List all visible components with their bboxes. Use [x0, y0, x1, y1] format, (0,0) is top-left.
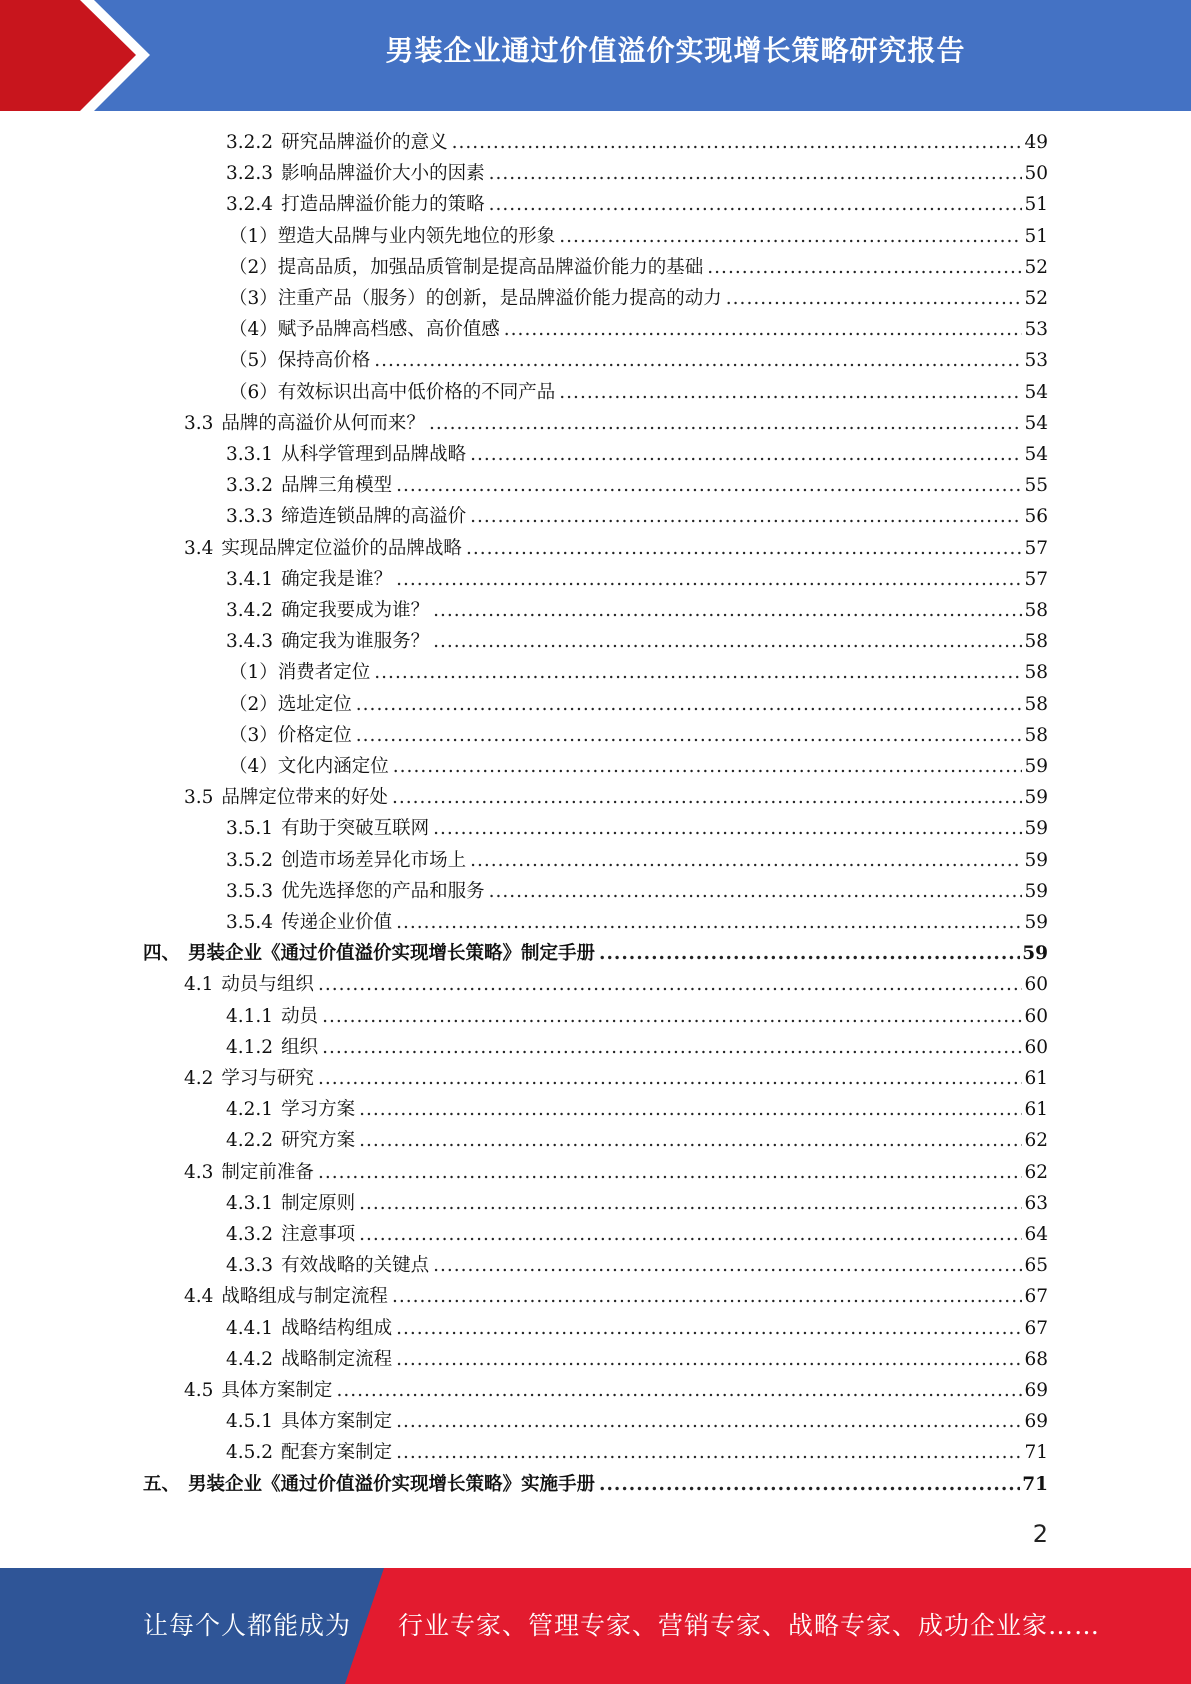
- toc-entry-page: 54: [1024, 444, 1048, 465]
- toc-entry-page: 59: [1022, 943, 1048, 965]
- toc-entry-number: 3.4: [184, 537, 214, 559]
- toc-entry[interactable]: [184, 1157, 1048, 1188]
- toc-entry-page: 59: [1024, 787, 1048, 809]
- toc-entry-number: 4.1.2: [226, 1036, 274, 1058]
- toc-entry-title: 研究品牌溢价的意义: [281, 132, 448, 153]
- toc-entry-number: 3.3.1: [226, 444, 274, 465]
- toc-entry-number: 4.1: [184, 974, 214, 996]
- toc-entry-number: （1）: [229, 662, 278, 684]
- toc-entry-page: 49: [1024, 132, 1048, 153]
- toc-entry[interactable]: [226, 813, 1048, 844]
- toc-entry[interactable]: [226, 1219, 1048, 1250]
- toc-dot-leader: [318, 1063, 1023, 1094]
- document-title: 男装企业通过价值溢价实现增长策略研究报告: [385, 34, 966, 67]
- toc-entry-title: 确定我为谁服务？: [281, 631, 430, 653]
- toc-entry-title: 动员与组织: [221, 974, 314, 996]
- toc-entry-page: 65: [1024, 1255, 1048, 1277]
- toc-entry-page: 58: [1024, 693, 1048, 715]
- toc-entry-title: 注意事项: [281, 1224, 356, 1245]
- toc-entry-title: 优先选择您的产品和服务: [281, 880, 485, 902]
- toc-dot-leader: [322, 1001, 1022, 1032]
- toc-dot-leader: [318, 1157, 1023, 1188]
- toc-entry[interactable]: [226, 595, 1048, 626]
- toc-dot-leader: [356, 720, 1023, 751]
- toc-entry[interactable]: [229, 720, 1048, 751]
- toc-entry[interactable]: [226, 158, 1048, 189]
- toc-entry[interactable]: [184, 782, 1048, 813]
- toc-entry-title: 创造市场差异化市场上: [281, 849, 467, 871]
- toc-entry-title: 学习方案: [281, 1099, 356, 1121]
- toc-entry[interactable]: [226, 501, 1048, 532]
- toc-entry-page: 60: [1024, 1036, 1048, 1058]
- toc-entry-number: 3.5: [184, 787, 214, 809]
- toc-entry-page: 61: [1024, 1099, 1048, 1121]
- toc-dot-leader: [396, 1437, 1022, 1468]
- toc-entry[interactable]: [229, 221, 1048, 252]
- toc-entry-title: 战略结构组成: [281, 1317, 393, 1339]
- toc-dot-leader: [470, 501, 1022, 532]
- toc-dot-leader: [489, 158, 1023, 189]
- toc-entry[interactable]: [226, 1001, 1048, 1032]
- toc-entry-title: 具体方案制定: [281, 1411, 393, 1433]
- toc-entry[interactable]: [229, 252, 1048, 283]
- toc-entry-title: 确定我是谁？: [281, 568, 393, 590]
- toc-entry-page: 52: [1024, 288, 1048, 309]
- toc-entry-page: 54: [1024, 412, 1048, 434]
- toc-entry-title: 选址定位: [277, 693, 352, 715]
- toc-entry-page: 62: [1024, 1161, 1048, 1183]
- toc-entry-page: 52: [1024, 256, 1048, 278]
- toc-entry-number: （2）: [229, 693, 278, 715]
- toc-entry-number: 4.5: [184, 1380, 214, 1401]
- toc-entry[interactable]: [226, 845, 1048, 876]
- toc-dot-leader: [726, 283, 1023, 314]
- toc-entry-number: 3.5.3: [226, 880, 274, 902]
- toc-entry[interactable]: [226, 1125, 1048, 1156]
- toc-entry[interactable]: [226, 564, 1048, 595]
- toc-entry-number: （4）: [229, 756, 278, 777]
- toc-entry[interactable]: [226, 1094, 1048, 1125]
- toc-entry[interactable]: [226, 626, 1048, 657]
- toc-entry-number: 3.2.2: [226, 132, 274, 153]
- toc-entry-number: 4.3.1: [226, 1192, 274, 1214]
- toc-entry[interactable]: [226, 1406, 1048, 1437]
- toc-entry-number: （3）: [229, 724, 278, 746]
- toc-entry-title: 影响品牌溢价大小的因素: [281, 163, 485, 185]
- toc-entry-page: 59: [1024, 756, 1048, 777]
- toc-entry[interactable]: [226, 1188, 1048, 1219]
- toc-entry-page: 51: [1024, 225, 1048, 247]
- page-number: 2: [1032, 1520, 1048, 1548]
- toc-entry[interactable]: [184, 533, 1048, 564]
- toc-entry-number: 4.3.2: [226, 1224, 274, 1245]
- toc-entry-number: 3.3.2: [226, 475, 274, 497]
- toc-entry-title: 品牌定位带来的好处: [221, 787, 388, 809]
- toc-dot-leader: [396, 907, 1022, 938]
- toc-entry-title: 男装企业《通过价值溢价实现增长策略》实施手册: [188, 1473, 596, 1495]
- toc-entry-page: 58: [1024, 600, 1048, 621]
- toc-entry-page: 59: [1024, 912, 1048, 933]
- toc-entry-number: 4.5.2: [226, 1442, 274, 1464]
- toc-entry-title: 品牌的高溢价从何而来？: [221, 412, 425, 434]
- toc-entry-number: 3.5.2: [226, 849, 274, 871]
- toc-dot-leader: [396, 1406, 1022, 1437]
- toc-entry-title: 从科学管理到品牌战略: [281, 444, 467, 465]
- toc-entry-number: 3.4.2: [226, 600, 274, 621]
- toc-entry-number: 3.4.3: [226, 631, 274, 653]
- toc-entry-title: 文化内涵定位: [277, 756, 389, 777]
- toc-entry-page: 53: [1024, 319, 1048, 341]
- toc-dot-leader: [374, 345, 1022, 376]
- toc-dot-leader: [374, 657, 1022, 688]
- toc-dot-leader: [466, 533, 1023, 564]
- toc-entry[interactable]: [226, 907, 1048, 938]
- toc-entry-number: 4.2.1: [226, 1099, 274, 1121]
- toc-entry-number: 4.1.1: [226, 1005, 274, 1027]
- toc-entry-number: （3）: [229, 288, 278, 309]
- toc-entry-title: 提高品质，加强品质管制是提高品牌溢价能力的基础: [277, 256, 704, 278]
- toc-entry-number: 3.5.1: [226, 818, 274, 840]
- toc-entry-title: 配套方案制定: [281, 1442, 393, 1464]
- toc-dot-leader: [318, 969, 1023, 1000]
- toc-entry-title: 缔造连锁品牌的高溢价: [281, 506, 467, 528]
- toc-entry-title: 动员: [281, 1005, 319, 1027]
- toc-entry[interactable]: [226, 1344, 1048, 1375]
- toc-dot-leader: [393, 751, 1023, 782]
- toc-entry-number: （4）: [229, 319, 278, 341]
- toc-dot-leader: [433, 1250, 1022, 1281]
- toc-entry-page: 58: [1024, 724, 1048, 746]
- toc-dot-leader: [359, 1094, 1022, 1125]
- toc-dot-leader: [707, 252, 1022, 283]
- toc-entry[interactable]: [229, 283, 1048, 314]
- toc-entry[interactable]: [226, 470, 1048, 501]
- toc-entry-page: 67: [1024, 1286, 1048, 1308]
- toc-dot-leader: [489, 876, 1023, 907]
- toc-dot-leader: [559, 221, 1022, 252]
- toc-dot-leader: [392, 782, 1023, 813]
- toc-dot-leader: [359, 1188, 1022, 1219]
- toc-entry-title: 战略组成与制定流程: [221, 1286, 388, 1308]
- toc-entry[interactable]: [143, 1469, 1048, 1500]
- toc-entry-title: 战略制定流程: [281, 1348, 393, 1370]
- toc-entry-title: 消费者定位: [277, 662, 371, 684]
- toc-entry[interactable]: [229, 751, 1048, 782]
- toc-entry[interactable]: [226, 876, 1048, 907]
- toc-entry-page: 58: [1024, 662, 1048, 684]
- toc-entry-title: 价格定位: [277, 724, 352, 746]
- toc-entry-title: 有效战略的关键点: [281, 1255, 430, 1277]
- toc-entry-title: 学习与研究: [221, 1068, 314, 1089]
- toc-entry[interactable]: [229, 314, 1048, 345]
- toc-dot-leader: [599, 938, 1020, 969]
- toc-entry-number: 3.2.4: [226, 194, 274, 216]
- toc-entry-title: 制定原则: [281, 1192, 356, 1214]
- toc-entry[interactable]: [229, 377, 1048, 408]
- toc-entry-title: 制定前准备: [221, 1161, 314, 1183]
- toc-dot-leader: [356, 689, 1023, 720]
- toc-entry-title: 具体方案制定: [221, 1380, 333, 1401]
- toc-entry-number: 五、: [143, 1473, 181, 1495]
- toc-entry[interactable]: [226, 1250, 1048, 1281]
- toc-entry[interactable]: [229, 345, 1048, 376]
- toc-entry-page: 56: [1024, 506, 1048, 528]
- toc-entry-title: 赋予品牌高档感、高价值感: [277, 319, 500, 341]
- toc-entry-page: 53: [1024, 350, 1048, 372]
- toc-entry-page: 54: [1024, 381, 1048, 403]
- toc-dot-leader: [359, 1125, 1022, 1156]
- toc-entry-title: 男装企业《通过价值溢价实现增长策略》制定手册: [188, 943, 596, 965]
- toc-entry-page: 57: [1024, 537, 1048, 559]
- toc-entry[interactable]: [226, 189, 1048, 220]
- toc-entry-page: 58: [1024, 631, 1048, 653]
- toc-entry-number: 4.3.3: [226, 1255, 274, 1277]
- toc-dot-leader: [392, 1281, 1023, 1312]
- toc-entry-page: 71: [1022, 1473, 1048, 1495]
- toc-entry-number: 3.5.4: [226, 912, 274, 933]
- footer-slogan-right: 行业专家、管理专家、营销专家、战略专家、成功企业家……: [398, 1611, 1101, 1640]
- toc-dot-leader: [396, 1344, 1022, 1375]
- toc-dot-leader: [470, 845, 1022, 876]
- toc-dot-leader: [489, 189, 1023, 220]
- toc-entry-title: 确定我要成为谁？: [281, 600, 430, 621]
- toc-dot-leader: [396, 1313, 1022, 1344]
- toc-entry-title: 研究方案: [281, 1130, 356, 1152]
- toc-entry[interactable]: [143, 938, 1048, 969]
- toc-dot-leader: [559, 377, 1022, 408]
- toc-entry-number: 4.4.2: [226, 1348, 274, 1370]
- toc-dot-leader: [504, 314, 1023, 345]
- toc-entry-page: 61: [1024, 1068, 1048, 1089]
- toc-dot-leader: [396, 564, 1022, 595]
- toc-entry[interactable]: [226, 439, 1048, 470]
- toc-entry[interactable]: [184, 969, 1048, 1000]
- toc-entry-title: 有助于突破互联网: [281, 818, 430, 840]
- toc-entry[interactable]: [184, 408, 1048, 439]
- toc-entry-page: 68: [1024, 1348, 1048, 1370]
- toc-entry-title: 传递企业价值: [281, 912, 393, 933]
- toc-entry-page: 59: [1024, 818, 1048, 840]
- toc-entry-title: 注重产品（服务）的创新，是品牌溢价能力提高的动力: [277, 288, 722, 309]
- toc-entry-title: 品牌三角模型: [281, 475, 393, 497]
- toc-entry-number: （2）: [229, 256, 278, 278]
- toc-entry-page: 71: [1024, 1442, 1048, 1464]
- toc-entry-number: 3.3.3: [226, 506, 274, 528]
- toc-entry-page: 69: [1024, 1411, 1048, 1433]
- toc-entry-page: 57: [1024, 568, 1048, 590]
- toc-entry-number: 4.3: [184, 1161, 214, 1183]
- footer-slogan-left: 让每个人都能成为: [143, 1611, 352, 1640]
- toc-entry-page: 64: [1024, 1224, 1048, 1245]
- toc-entry-number: 4.4: [184, 1286, 214, 1308]
- page-footer: [0, 1568, 1191, 1684]
- page-header: [0, 0, 1191, 111]
- toc-entry-page: 62: [1024, 1130, 1048, 1152]
- toc-dot-leader: [396, 470, 1022, 501]
- toc-entry-title: 实现品牌定位溢价的品牌战略: [221, 537, 462, 559]
- toc-entry-number: 4.4.1: [226, 1317, 274, 1339]
- toc-entry-page: 55: [1024, 475, 1048, 497]
- toc-entry-title: 保持高价格: [277, 350, 371, 372]
- toc-dot-leader: [429, 408, 1023, 439]
- toc-entry-number: （1）: [229, 225, 278, 247]
- toc-dot-leader: [336, 1375, 1022, 1406]
- toc-dot-leader: [470, 439, 1022, 470]
- toc-entry-title: 组织: [281, 1036, 319, 1058]
- toc-entry-number: 4.5.1: [226, 1411, 274, 1433]
- toc-entry-page: 51: [1024, 194, 1048, 216]
- toc-entry-number: 4.2.2: [226, 1130, 274, 1152]
- toc-entry-page: 60: [1024, 1005, 1048, 1027]
- toc-entry[interactable]: [226, 1437, 1048, 1468]
- toc-entry-title: 打造品牌溢价能力的策略: [281, 194, 485, 216]
- toc-dot-leader: [433, 626, 1022, 657]
- toc-entry-number: 3.4.1: [226, 568, 274, 590]
- toc-entry[interactable]: [229, 657, 1048, 688]
- toc-entry[interactable]: [226, 1313, 1048, 1344]
- toc-entry-page: 59: [1024, 880, 1048, 902]
- toc-entry-page: 69: [1024, 1380, 1048, 1401]
- toc-entry[interactable]: [229, 689, 1048, 720]
- toc-entry[interactable]: [184, 1063, 1048, 1094]
- toc-entry[interactable]: [184, 1281, 1048, 1312]
- toc-dot-leader: [599, 1469, 1020, 1500]
- toc-dot-leader: [452, 127, 1023, 158]
- toc-entry-page: 63: [1024, 1192, 1048, 1214]
- toc-dot-leader: [359, 1219, 1022, 1250]
- toc-entry-number: 四、: [143, 943, 181, 965]
- toc-entry-number: 3.3: [184, 412, 214, 434]
- toc-entry-title: 塑造大品牌与业内领先地位的形象: [277, 225, 556, 247]
- toc-entry-title: 有效标识出高中低价格的不同产品: [277, 381, 556, 403]
- toc-entry[interactable]: [226, 127, 1048, 158]
- toc-entry-page: 59: [1024, 849, 1048, 871]
- toc-dot-leader: [433, 595, 1022, 626]
- toc-entry-page: 67: [1024, 1317, 1048, 1339]
- toc-entry-number: （5）: [229, 350, 278, 372]
- toc-entry[interactable]: [184, 1375, 1048, 1406]
- toc-dot-leader: [322, 1032, 1022, 1063]
- toc-entry[interactable]: [226, 1032, 1048, 1063]
- toc-entry-number: 3.2.3: [226, 163, 274, 185]
- toc-dot-leader: [433, 813, 1022, 844]
- toc-entry-page: 60: [1024, 974, 1048, 996]
- toc-entry-page: 50: [1024, 163, 1048, 185]
- toc-entry-number: 4.2: [184, 1068, 214, 1089]
- toc-entry-number: （6）: [229, 381, 278, 403]
